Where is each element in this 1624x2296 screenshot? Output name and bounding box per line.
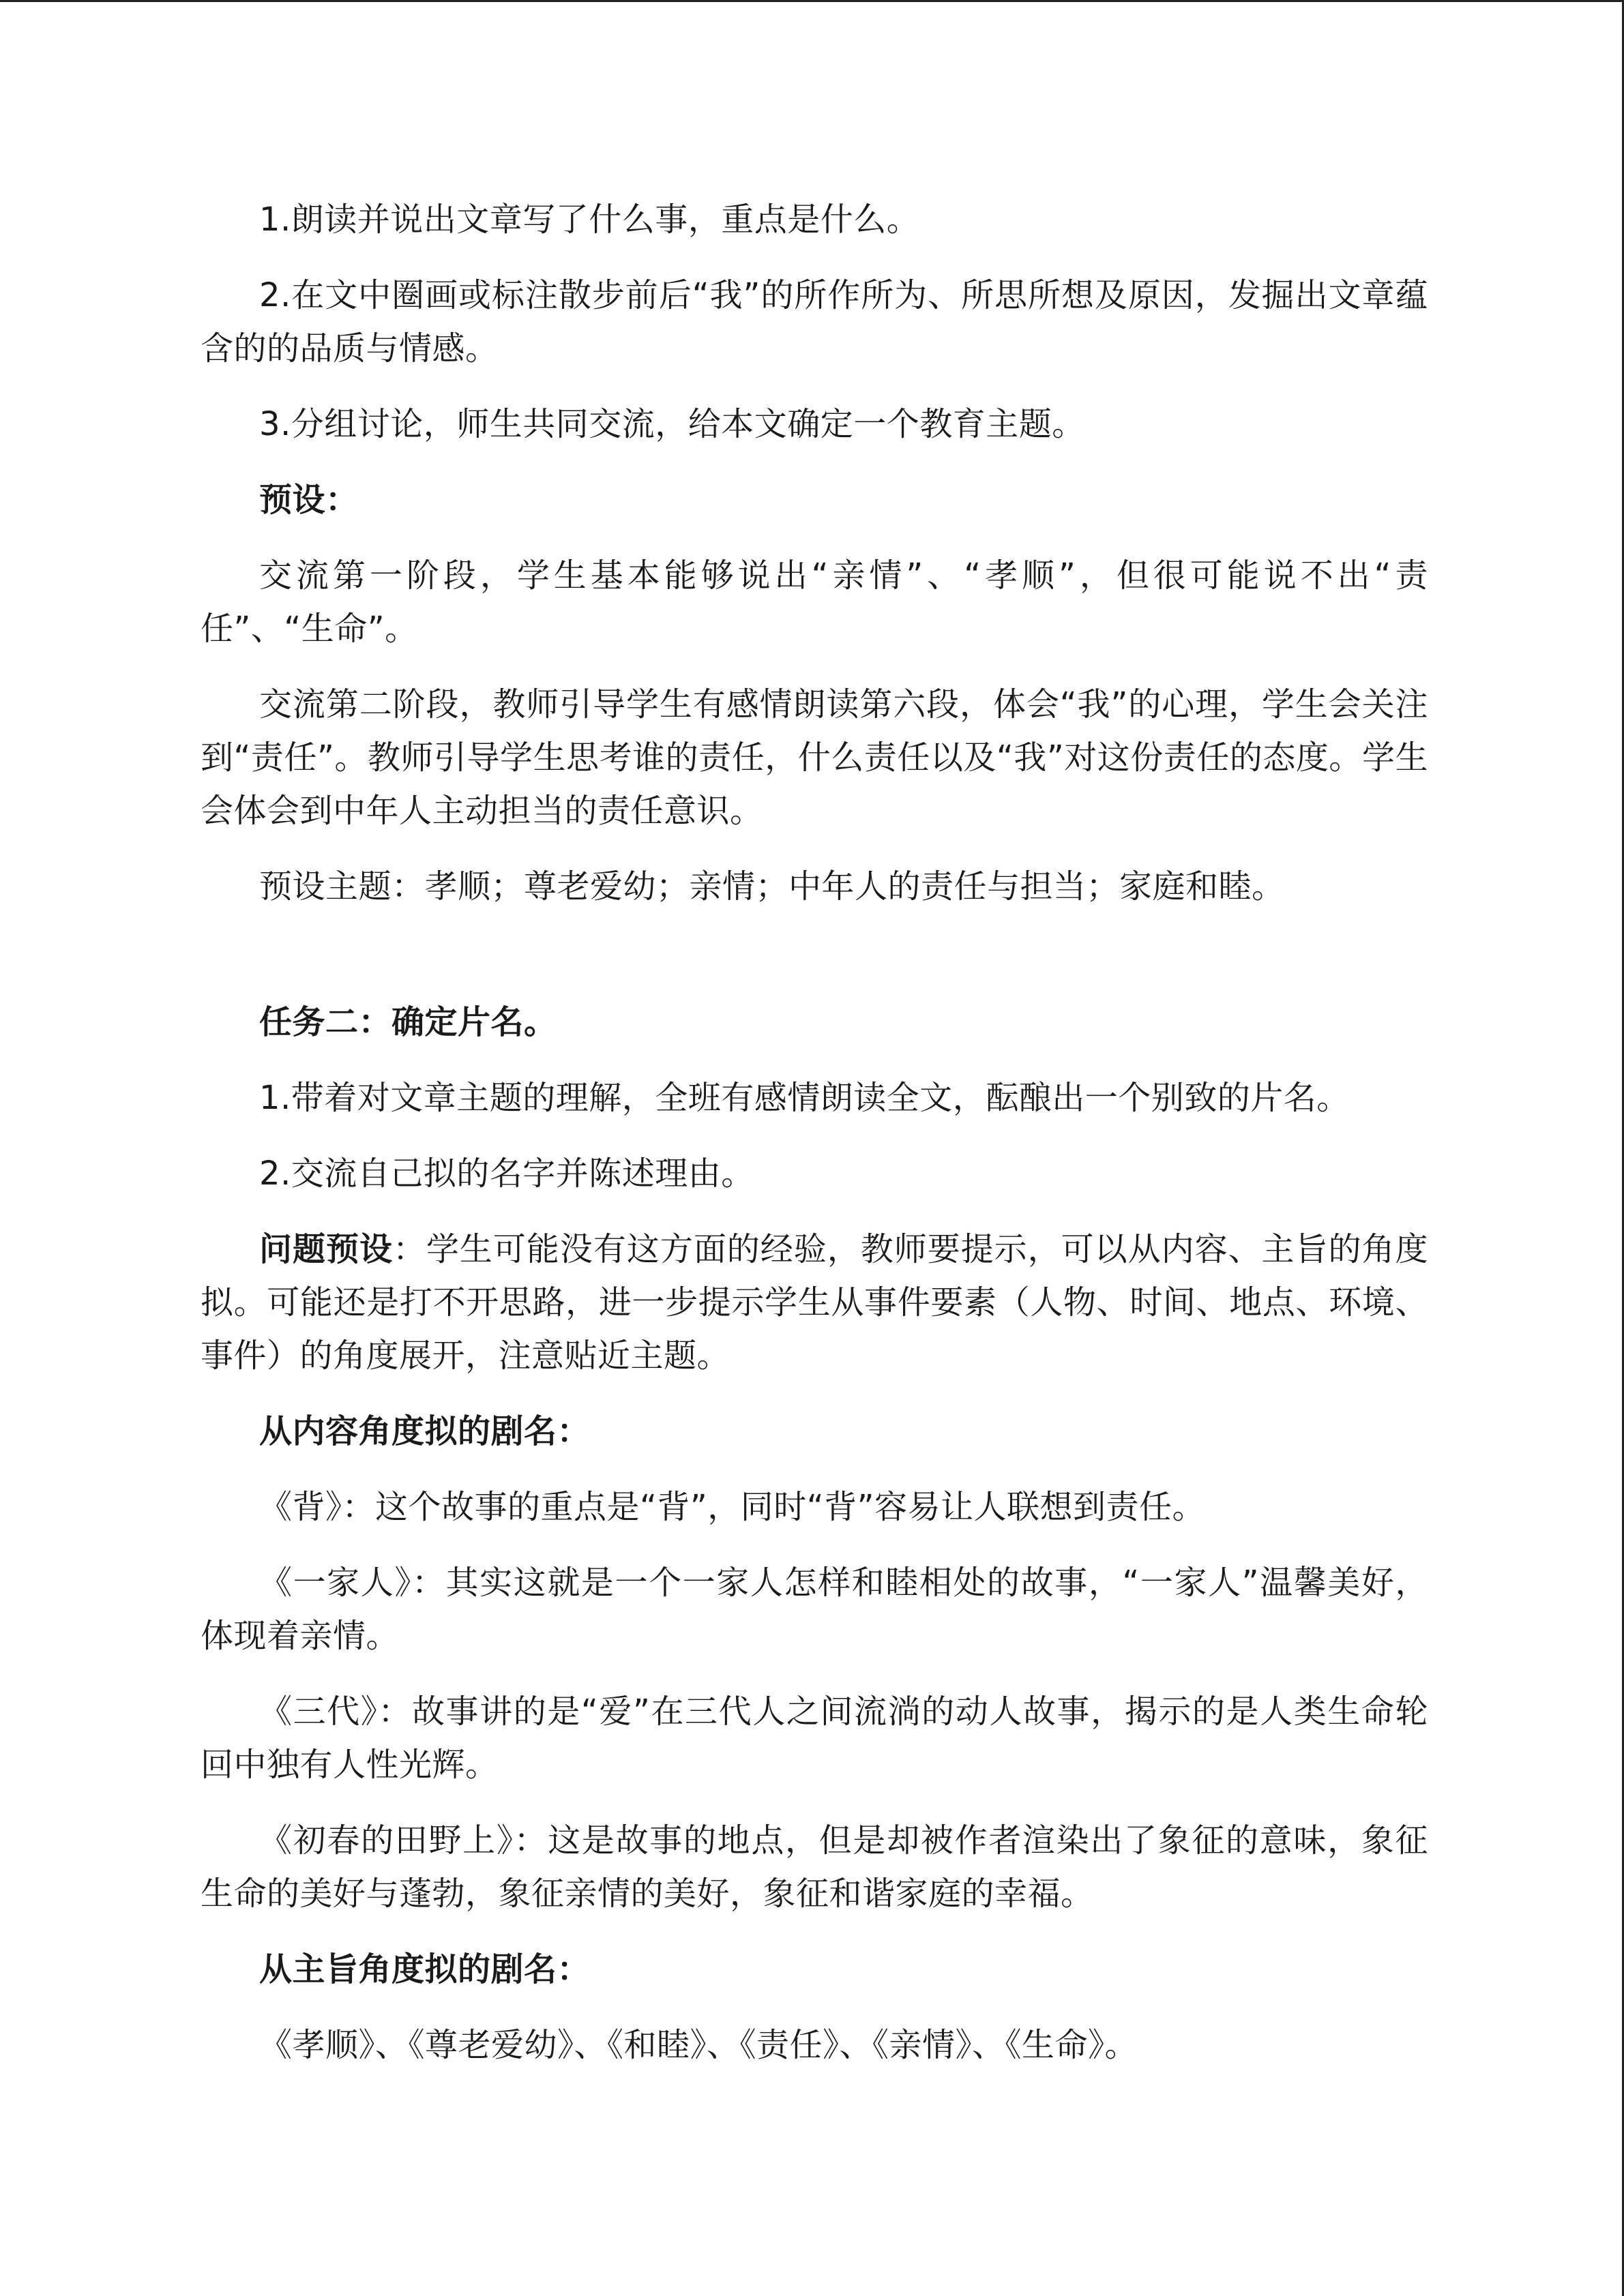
- question-preset-label: 问题预设: [259, 1230, 393, 1268]
- task2-heading: 任务二：确定片名。: [259, 1003, 557, 1041]
- section-spacer: [201, 936, 1428, 996]
- task1-step-1: 1.朗读并说出文章写了什么事，重点是什么。: [259, 200, 920, 239]
- theme-title-list: 《孝顺》、《尊老爱幼》、《和睦》、《责任》、《亲情》、《生命》。: [259, 2026, 1138, 2064]
- content-title-yijiaren: 《一家人》：其实这就是一个一家人怎样和睦相处的故事，“一家人”温馨美好，体现着亲情。: [201, 1564, 1428, 1655]
- preset-paragraph-1: 交流第一阶段，学生基本能够说出“亲情”、“孝顺”，但很可能说不出“责任”、“生命”。: [201, 556, 1428, 648]
- content-title-bei: 《背》：这个故事的重点是“背”，同时“背”容易让人联想到责任。: [259, 1488, 1205, 1526]
- question-preset-text: ：学生可能没有这方面的经验，教师要提示，可以从内容、主旨的角度拟。可能还是打不开思路，进一步提示学生从事件要素（人物、时间、地点、环境、事件）的角度展开，注意贴近主题。: [201, 1230, 1428, 1375]
- task1-step-2: 2.在文中圈画或标注散步前后“我”的所作所为、所思所想及原因，发掘出文章蕴含的的品质与情感。: [201, 276, 1428, 368]
- content-title-sandai: 《三代》：故事讲的是“爱”在三代人之间流淌的动人故事，揭示的是人类生命轮回中独有人性光辉。: [201, 1693, 1428, 1784]
- task1-step-3: 3.分组讨论，师生共同交流，给本文确定一个教育主题。: [259, 405, 1085, 443]
- preset-heading: 预设：: [259, 481, 359, 519]
- document-body: [201, 193, 1428, 2094]
- task2-step-1: 1.带着对文章主题的理解，全班有感情朗读全文，酝酿出一个别致的片名。: [259, 1079, 1350, 1117]
- preset-themes: 预设主题：孝顺；尊老爱幼；亲情；中年人的责任与担当；家庭和睦。: [259, 867, 1285, 906]
- preset-paragraph-2: 交流第二阶段，教师引导学生有感情朗读第六段，体会“我”的心理，学生会关注到“责任”。教师引导学生思考谁的责任，什么责任以及“我”对这份责任的态度。学生会体会到中年人主动担当的责任意识。: [201, 685, 1428, 830]
- content-title-chuchun: 《初春的田野上》：这是故事的地点，但是却被作者渲染出了象征的意味，象征生命的美好与蓬勃，象征亲情的美好，象征和谐家庭的幸福。: [201, 1821, 1428, 1913]
- theme-angle-heading: 从主旨角度拟的剧名：: [259, 1950, 591, 1988]
- question-preset-paragraph: [201, 1223, 1428, 1382]
- task2-step-2: 2.交流自己拟的名字并陈述理由。: [259, 1154, 754, 1193]
- content-angle-heading: 从内容角度拟的剧名：: [259, 1412, 591, 1450]
